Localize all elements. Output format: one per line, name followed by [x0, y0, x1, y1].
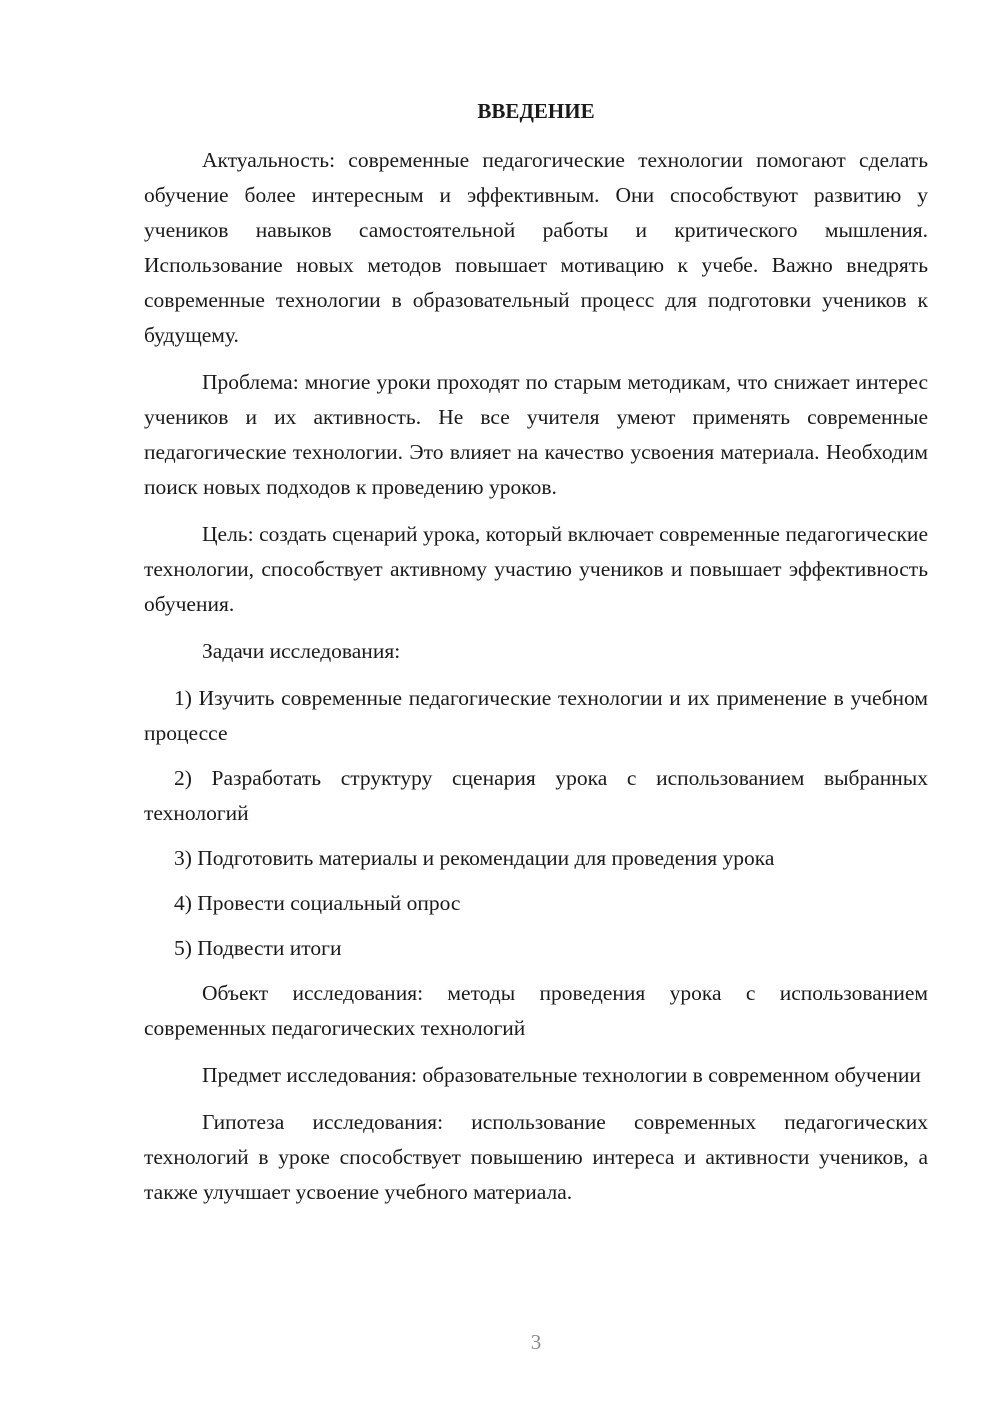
task-item-4: 4) Провести социальный опрос [174, 891, 461, 915]
paragraph-subject: Предмет исследования: образовательные технологии в современном обучении [202, 1063, 921, 1087]
paragraph-object: Объект исследования: методы проведения урока с использованием современных педагогических технологий [144, 981, 928, 1040]
task-item-1: 1) Изучить современные педагогические технологии и их применение в учебном процессе [144, 686, 928, 745]
paragraph-problem: Проблема: многие уроки проходят по старым методикам, что снижает интерес учеников и их активность. Не все учителя умеют применять современные педагогические технологии. Это влияет на качество усвоения материала. Необходим поиск новых подходов к проведению уроков. [144, 370, 928, 499]
page-content [144, 94, 928, 1210]
task-item-3: 3) Подготовить материалы и рекомендации для проведения урока [174, 846, 775, 870]
paragraph-relevance: Актуальность: современные педагогические технологии помогают сделать обучение более интересным и эффективным. Они способствуют развитию у учеников навыков самостоятельной работы и критического мышления. Использование новых методов повышает мотивацию к учебе. Важно внедрять современные технологии в образовательный процесс для подготовки учеников к будущему. [144, 148, 928, 347]
paragraph-goal: Цель: создать сценарий урока, который включает современные педагогические технологии, способствует активному участию учеников и повышает эффективность обучения. [144, 522, 928, 616]
page-number: 3 [530, 1330, 542, 1354]
task-item-5: 5) Подвести итоги [174, 936, 342, 960]
tasks-title: Задачи исследования: [202, 639, 401, 663]
paragraph-hypothesis: Гипотеза исследования: использование современных педагогических технологий в уроке способствует повышению интереса и активности учеников, а также улучшает усвоение учебного материала. [144, 1110, 928, 1204]
section-heading: ВВЕДЕНИЕ [477, 99, 595, 123]
task-item-2: 2) Разработать структуру сценария урока с использованием выбранных технологий [144, 766, 928, 825]
